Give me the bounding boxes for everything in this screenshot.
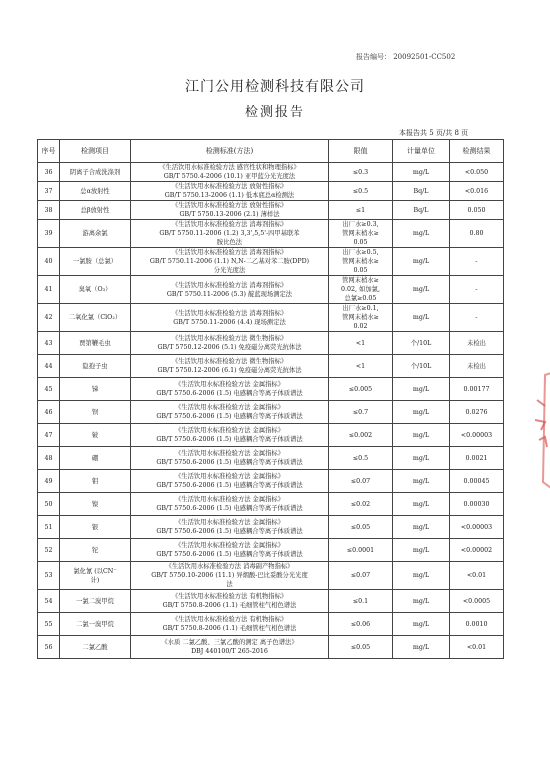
row-number: 49	[38, 470, 60, 493]
page-info: 本报告共 5 页/共 8 页	[399, 129, 469, 137]
row-unit: mg/L	[393, 493, 450, 516]
row-number: 54	[38, 590, 60, 613]
row-result: 未检出	[450, 355, 504, 378]
row-number: 38	[38, 201, 60, 220]
row-limit: 出厂水≥0.3, 管网末梢水≥ 0.05	[329, 220, 393, 248]
row-limit: ≤0.05	[329, 516, 393, 539]
row-item: 隐孢子虫	[60, 355, 131, 378]
report-title: 检测报告	[244, 105, 305, 120]
row-unit: mg/L	[393, 613, 450, 636]
row-number: 37	[38, 182, 60, 201]
row-standard: 《生活饮用水标准检验方法 消毒剂指标》 GB/T 5750.11-2006 (4.4) 现场测定法	[131, 304, 329, 332]
table-row	[38, 355, 504, 378]
row-result: 0.0276	[450, 401, 504, 424]
row-unit: mg/L	[393, 470, 450, 493]
row-unit: 个/10L	[393, 355, 450, 378]
row-result: -	[450, 276, 504, 304]
row-standard: 《生活饮用水标准检验方法 微生物指标》 GB/T 5750.12-2006 (5.1) 免疫磁分离荧光抗体法	[131, 332, 329, 355]
row-result: 0.80	[450, 220, 504, 248]
row-number: 55	[38, 613, 60, 636]
row-limit: ≤0.002	[329, 424, 393, 447]
row-unit: Bq/L	[393, 182, 450, 201]
row-unit: mg/L	[393, 401, 450, 424]
row-unit: Bq/L	[393, 201, 450, 220]
header-no: 序号	[38, 140, 60, 163]
row-result: 0.00045	[450, 470, 504, 493]
row-unit: mg/L	[393, 220, 450, 248]
row-standard: 《生活饮用水标准检验方法 金属指标》 GB/T 5750.6-2006 (1.5) 电感耦合等离子体质谱法	[131, 378, 329, 401]
table-row	[38, 636, 504, 659]
row-unit: mg/L	[393, 539, 450, 562]
table-row	[38, 304, 504, 332]
row-limit: ≤0.5	[329, 182, 393, 201]
row-item: 钡	[60, 401, 131, 424]
row-standard: 《生活饮用水标准检验方法 金属指标》 GB/T 5750.6-2006 (1.5) 电感耦合等离子体质谱法	[131, 493, 329, 516]
row-item: 总β放射性	[60, 201, 131, 220]
row-number: 36	[38, 163, 60, 182]
header-limit: 限值	[329, 140, 393, 163]
row-unit: mg/L	[393, 248, 450, 276]
row-standard: 《生活饮用水标准检验方法 金属指标》 GB/T 5750.6-2006 (1.5) 电感耦合等离子体质谱法	[131, 447, 329, 470]
row-limit: ≤0.0001	[329, 539, 393, 562]
row-number: 43	[38, 332, 60, 355]
row-result: <0.016	[450, 182, 504, 201]
header-standard: 检测标准(方法)	[131, 140, 329, 163]
row-number: 44	[38, 355, 60, 378]
row-unit: mg/L	[393, 590, 450, 613]
row-number: 41	[38, 276, 60, 304]
table-row	[38, 613, 504, 636]
row-number: 46	[38, 401, 60, 424]
row-standard: 《生活饮用水标准检验方法 消毒剂指标》 GB/T 5750.11-2006 (5.3) 靛蓝现场测定法	[131, 276, 329, 304]
row-limit: ≤0.3	[329, 163, 393, 182]
row-limit: ≤0.02	[329, 493, 393, 516]
header-item: 检测项目	[60, 140, 131, 163]
header-unit: 计量单位	[393, 140, 450, 163]
row-item: 一氯胺（总氯）	[60, 248, 131, 276]
row-item: 铊	[60, 539, 131, 562]
row-standard: 《生活饮用水标准检验方法 有机物指标》 GB/T 5750.8-2006 (1.1) 毛细管柱气相色谱法	[131, 613, 329, 636]
row-unit: 个/10L	[393, 332, 450, 355]
row-result: 未检出	[450, 332, 504, 355]
row-standard: 《生活饮用水标准检验方法 放射性指标》 GB/T 5750.13-2006 (2.1) 薄样法	[131, 201, 329, 220]
row-number: 40	[38, 248, 60, 276]
row-unit: mg/L	[393, 516, 450, 539]
results-table	[37, 139, 504, 659]
row-result: <0.0005	[450, 590, 504, 613]
row-result: 0.050	[450, 201, 504, 220]
row-number: 51	[38, 516, 60, 539]
row-standard: 《生活饮用水标准检验方法 金属指标》 GB/T 5750.6-2006 (1.5) 电感耦合等离子体质谱法	[131, 470, 329, 493]
row-result: <0.00003	[450, 424, 504, 447]
table-row	[38, 163, 504, 182]
row-item: 锑	[60, 378, 131, 401]
row-limit: ≤0.05	[329, 636, 393, 659]
table-row	[38, 182, 504, 201]
row-item: 二氯一溴甲烷	[60, 613, 131, 636]
row-limit: 出厂水≥0.1, 管网末梢水≥ 0.02	[329, 304, 393, 332]
row-number: 50	[38, 493, 60, 516]
company-name: 江门公用检测科技有限公司	[185, 79, 365, 95]
table-header-row	[38, 140, 504, 163]
row-standard: 《生活饮用水标准检验方法 金属指标》 GB/T 5750.6-2006 (1.5) 电感耦合等离子体质谱法	[131, 401, 329, 424]
row-result: 0.0010	[450, 613, 504, 636]
row-standard: 《生活饮用水标准检验方法 微生物指标》 GB/T 5750.12-2006 (6.1) 免疫磁分离荧光抗体法	[131, 355, 329, 378]
row-result: <0.01	[450, 562, 504, 590]
table-row	[38, 539, 504, 562]
row-standard: 《生活饮用水标准检验方法 有机物指标》 GB/T 5750.8-2006 (1.1) 毛细管柱气相色谱法	[131, 590, 329, 613]
row-limit: ≤1	[329, 201, 393, 220]
report-number: 报告编号： 20092501-CC502	[356, 53, 456, 61]
row-item: 钼	[60, 470, 131, 493]
row-standard: 《水质 二氯乙酸、三氯乙酸的测定 离子色谱法》 DBJ 440100/T 265-2016	[131, 636, 329, 659]
row-number: 53	[38, 562, 60, 590]
row-item: 硼	[60, 447, 131, 470]
row-standard: 《生活饮用水标准检验方法 消毒剂指标》 GB/T 5750.11-2006 (1.2) 3,3',5,5'-四甲基联苯 胺比色法	[131, 220, 329, 248]
row-standard: 《生活饮用水标准检验方法 感官性状和物理指标》 GB/T 5750.4-2006 (10.1) 亚甲蓝分光光度法	[131, 163, 329, 182]
row-number: 48	[38, 447, 60, 470]
row-result: -	[450, 304, 504, 332]
row-limit: ≤0.1	[329, 590, 393, 613]
row-limit: ≤0.07	[329, 470, 393, 493]
table-row	[38, 590, 504, 613]
row-result: <0.01	[450, 636, 504, 659]
row-item: 二氧化氯（ClO₂）	[60, 304, 131, 332]
row-result: 0.00177	[450, 378, 504, 401]
row-item: 一氯二溴甲烷	[60, 590, 131, 613]
row-limit: ≤0.06	[329, 613, 393, 636]
row-result: -	[450, 248, 504, 276]
table-row	[38, 493, 504, 516]
row-result: 0.00030	[450, 493, 504, 516]
row-number: 39	[38, 220, 60, 248]
row-standard: 《生活饮用水标准检验方法 金属指标》 GB/T 5750.6-2006 (1.5) 电感耦合等离子体质谱法	[131, 539, 329, 562]
table-row	[38, 424, 504, 447]
row-standard: 《生活饮用水标准检验方法 放射性指标》 GB/T 5750.13-2006 (1.1) 低本底总α检测法	[131, 182, 329, 201]
row-item: 游离余氯	[60, 220, 131, 248]
table-row	[38, 332, 504, 355]
row-item: 总α放射性	[60, 182, 131, 201]
header-result: 检测结果	[450, 140, 504, 163]
row-number: 56	[38, 636, 60, 659]
row-unit: mg/L	[393, 424, 450, 447]
row-limit: ≤0.7	[329, 401, 393, 424]
row-item: 二氯乙酸	[60, 636, 131, 659]
row-item: 银	[60, 516, 131, 539]
row-limit: ≤0.005	[329, 378, 393, 401]
row-limit: ≤0.5	[329, 447, 393, 470]
row-number: 47	[38, 424, 60, 447]
row-limit: <1	[329, 332, 393, 355]
row-limit: 出厂水≥0.5, 管网末梢水≥ 0.05	[329, 248, 393, 276]
row-unit: mg/L	[393, 447, 450, 470]
row-item: 氯化氰 (以CN⁻ 计)	[60, 562, 131, 590]
row-unit: mg/L	[393, 562, 450, 590]
table-row	[38, 516, 504, 539]
row-standard: 《生活饮用水标准检验方法 金属指标》 GB/T 5750.6-2006 (1.5) 电感耦合等离子体质谱法	[131, 424, 329, 447]
row-number: 52	[38, 539, 60, 562]
table-row	[38, 220, 504, 248]
row-unit: mg/L	[393, 636, 450, 659]
row-item: 镍	[60, 493, 131, 516]
row-limit: 管网末梢水≥ 0.02, 如加氯, 总氯≥0.05	[329, 276, 393, 304]
row-unit: mg/L	[393, 378, 450, 401]
row-number: 45	[38, 378, 60, 401]
row-result: <0.00003	[450, 516, 504, 539]
table-row	[38, 401, 504, 424]
table-row	[38, 470, 504, 493]
row-standard: 《生活饮用水标准检验方法 消毒副产物指标》 GB/T 5750.10-2006 (11.1) 异烟酸-巴比妥酸分光光度 法	[131, 562, 329, 590]
row-unit: mg/L	[393, 163, 450, 182]
row-result: 0.0021	[450, 447, 504, 470]
row-result: <0.00002	[450, 539, 504, 562]
row-unit: mg/L	[393, 276, 450, 304]
seal-stamp-fragment	[525, 370, 550, 490]
row-item: 贾第鞭毛虫	[60, 332, 131, 355]
row-item: 臭氧（O₃）	[60, 276, 131, 304]
row-limit: ≤0.07	[329, 562, 393, 590]
table-row	[38, 447, 504, 470]
row-standard: 《生活饮用水标准检验方法 消毒剂指标》 GB/T 5750.11-2006 (1.1) N,N-二乙基对苯二胺(DPD) 分光光度法	[131, 248, 329, 276]
table-row	[38, 201, 504, 220]
table-row	[38, 562, 504, 590]
table-row	[38, 248, 504, 276]
row-item: 阴离子合成洗涤剂	[60, 163, 131, 182]
row-limit: <1	[329, 355, 393, 378]
row-result: <0.050	[450, 163, 504, 182]
row-unit: mg/L	[393, 304, 450, 332]
row-item: 铍	[60, 424, 131, 447]
row-standard: 《生活饮用水标准检验方法 金属指标》 GB/T 5750.6-2006 (1.5) 电感耦合等离子体质谱法	[131, 516, 329, 539]
table-row	[38, 276, 504, 304]
table-row	[38, 378, 504, 401]
row-number: 42	[38, 304, 60, 332]
